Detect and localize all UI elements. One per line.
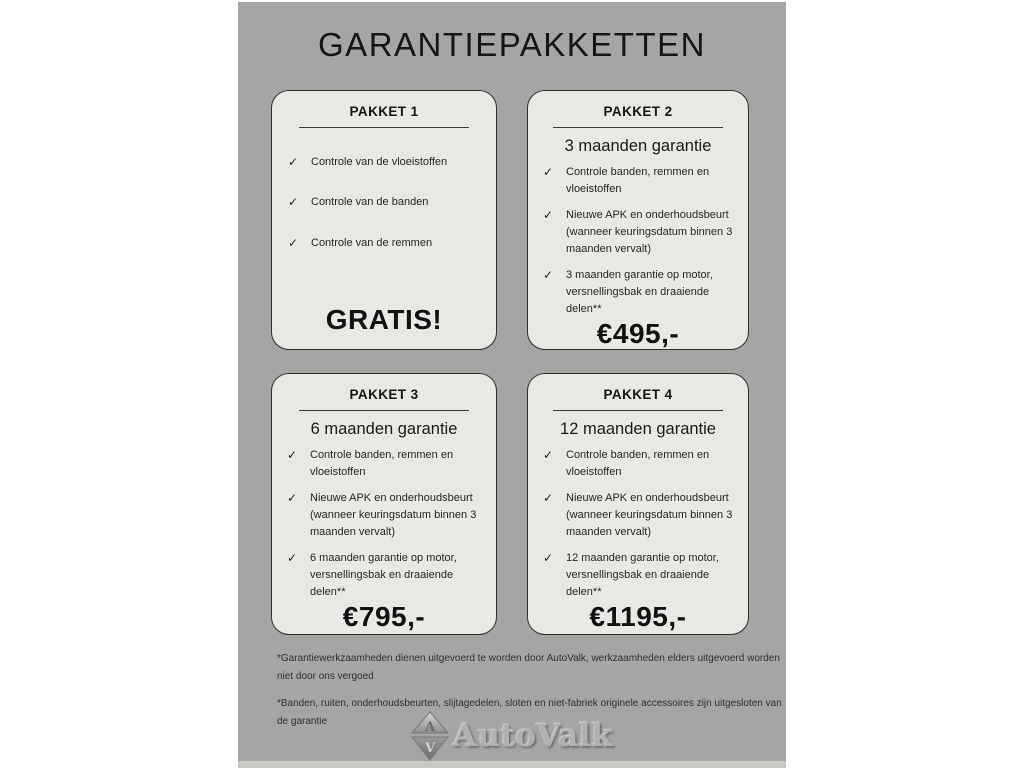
check-item (288, 194, 496, 211)
check-icon: ✓ (287, 551, 298, 566)
pakket-2-price: €495,- (596, 318, 680, 350)
page-title: GARANTIEPAKKETTEN (318, 26, 706, 63)
svg-text:V: V (424, 741, 435, 756)
check-item-label: Nieuwe APK en onderhoudsbeurt (wanneer keuringsdatum binnen 3 maanden vervalt) (566, 209, 733, 256)
check-item (287, 447, 488, 481)
check-item-label: 3 maanden garantie op motor, versnellingsbak en draaiende delen** (566, 269, 713, 316)
header-divider (553, 127, 723, 128)
check-item (287, 550, 488, 601)
footnote-garantiewerkzaamheden: *Garantiewerkzaamheden dienen uitgevoerd te worden door AutoValk, werkzaamheden elders uitgevoerd worden niet door ons vergoed (277, 653, 780, 682)
check-icon: ✓ (288, 235, 299, 250)
pakket-1-card (271, 90, 497, 350)
check-icon: ✓ (543, 165, 554, 179)
check-icon: ✓ (287, 491, 298, 506)
check-item (288, 235, 496, 252)
pakket-4-card (527, 373, 749, 635)
check-item-label: 12 maanden garantie op motor, versnellingsbak en draaiende delen** (566, 552, 719, 599)
check-item (543, 164, 740, 198)
diamond-av-icon (411, 711, 449, 761)
check-item (543, 207, 740, 258)
check-icon: ✓ (288, 155, 299, 169)
pakket-4-subtitle: 12 maanden garantie (560, 420, 716, 438)
pakket-2-header: PAKKET 2 (603, 104, 673, 119)
pakket-1-header: PAKKET 1 (349, 104, 419, 119)
autovalk-logo (238, 708, 786, 764)
check-item (543, 490, 740, 541)
check-item-label: Controle banden, remmen en vloeistoffen (566, 166, 710, 196)
pakket-3-price: €795,- (342, 601, 426, 633)
check-icon: ✓ (543, 268, 554, 283)
check-item (288, 154, 496, 171)
pakket-4-price: €1195,- (589, 601, 687, 633)
svg-text:A: A (424, 720, 435, 735)
check-item (543, 447, 740, 481)
pakket-2-items (528, 156, 748, 318)
check-item-label: 6 maanden garantie op motor, versnellingsbak en draaiende delen** (310, 552, 457, 599)
header-divider (553, 410, 723, 411)
check-icon: ✓ (543, 448, 554, 462)
check-icon: ✓ (543, 551, 554, 566)
check-icon: ✓ (543, 208, 554, 223)
pakket-3-card (271, 373, 497, 635)
autovalk-logo-text: AutoValk (452, 718, 614, 754)
check-item-label: Controle van de banden (311, 196, 429, 209)
check-item-label: Controle banden, remmen en vloeistoffen (566, 449, 710, 479)
check-item-label: Nieuwe APK en onderhoudsbeurt (wanneer keuringsdatum binnen 3 maanden vervalt) (566, 492, 733, 539)
header-divider (299, 410, 469, 411)
check-item (287, 490, 488, 541)
pakket-3-subtitle: 6 maanden garantie (310, 420, 458, 438)
pakket-3-header: PAKKET 3 (349, 387, 419, 402)
check-item-label: Controle van de remmen (311, 236, 433, 249)
pakket-1-price: GRATIS! (325, 304, 443, 335)
check-item-label: Controle van de vloeistoffen (311, 156, 448, 168)
pakket-4-header: PAKKET 4 (603, 387, 673, 402)
poster-bottom-strip (238, 761, 786, 768)
check-item (543, 267, 740, 318)
pakket-1-items (272, 128, 496, 252)
check-item-label: Controle banden, remmen en vloeistoffen (310, 449, 454, 479)
pakket-2-subtitle: 3 maanden garantie (564, 137, 712, 155)
pakket-3-items (272, 439, 496, 601)
pakket-2-card (527, 90, 749, 350)
check-icon: ✓ (288, 195, 299, 210)
check-icon: ✓ (287, 448, 298, 462)
garantie-poster (238, 2, 786, 768)
footnote-uitsluitingen: *Banden, ruiten, onderhoudsbeurten, slijtagedelen, sloten en niet-fabriek originele accessoires zijn uitgesloten van de garantie (277, 698, 782, 727)
check-item-label: Nieuwe APK en onderhoudsbeurt (wanneer keuringsdatum binnen 3 maanden vervalt) (310, 492, 477, 539)
check-icon: ✓ (543, 491, 554, 506)
check-item (543, 550, 740, 601)
pakket-4-items (528, 439, 748, 601)
